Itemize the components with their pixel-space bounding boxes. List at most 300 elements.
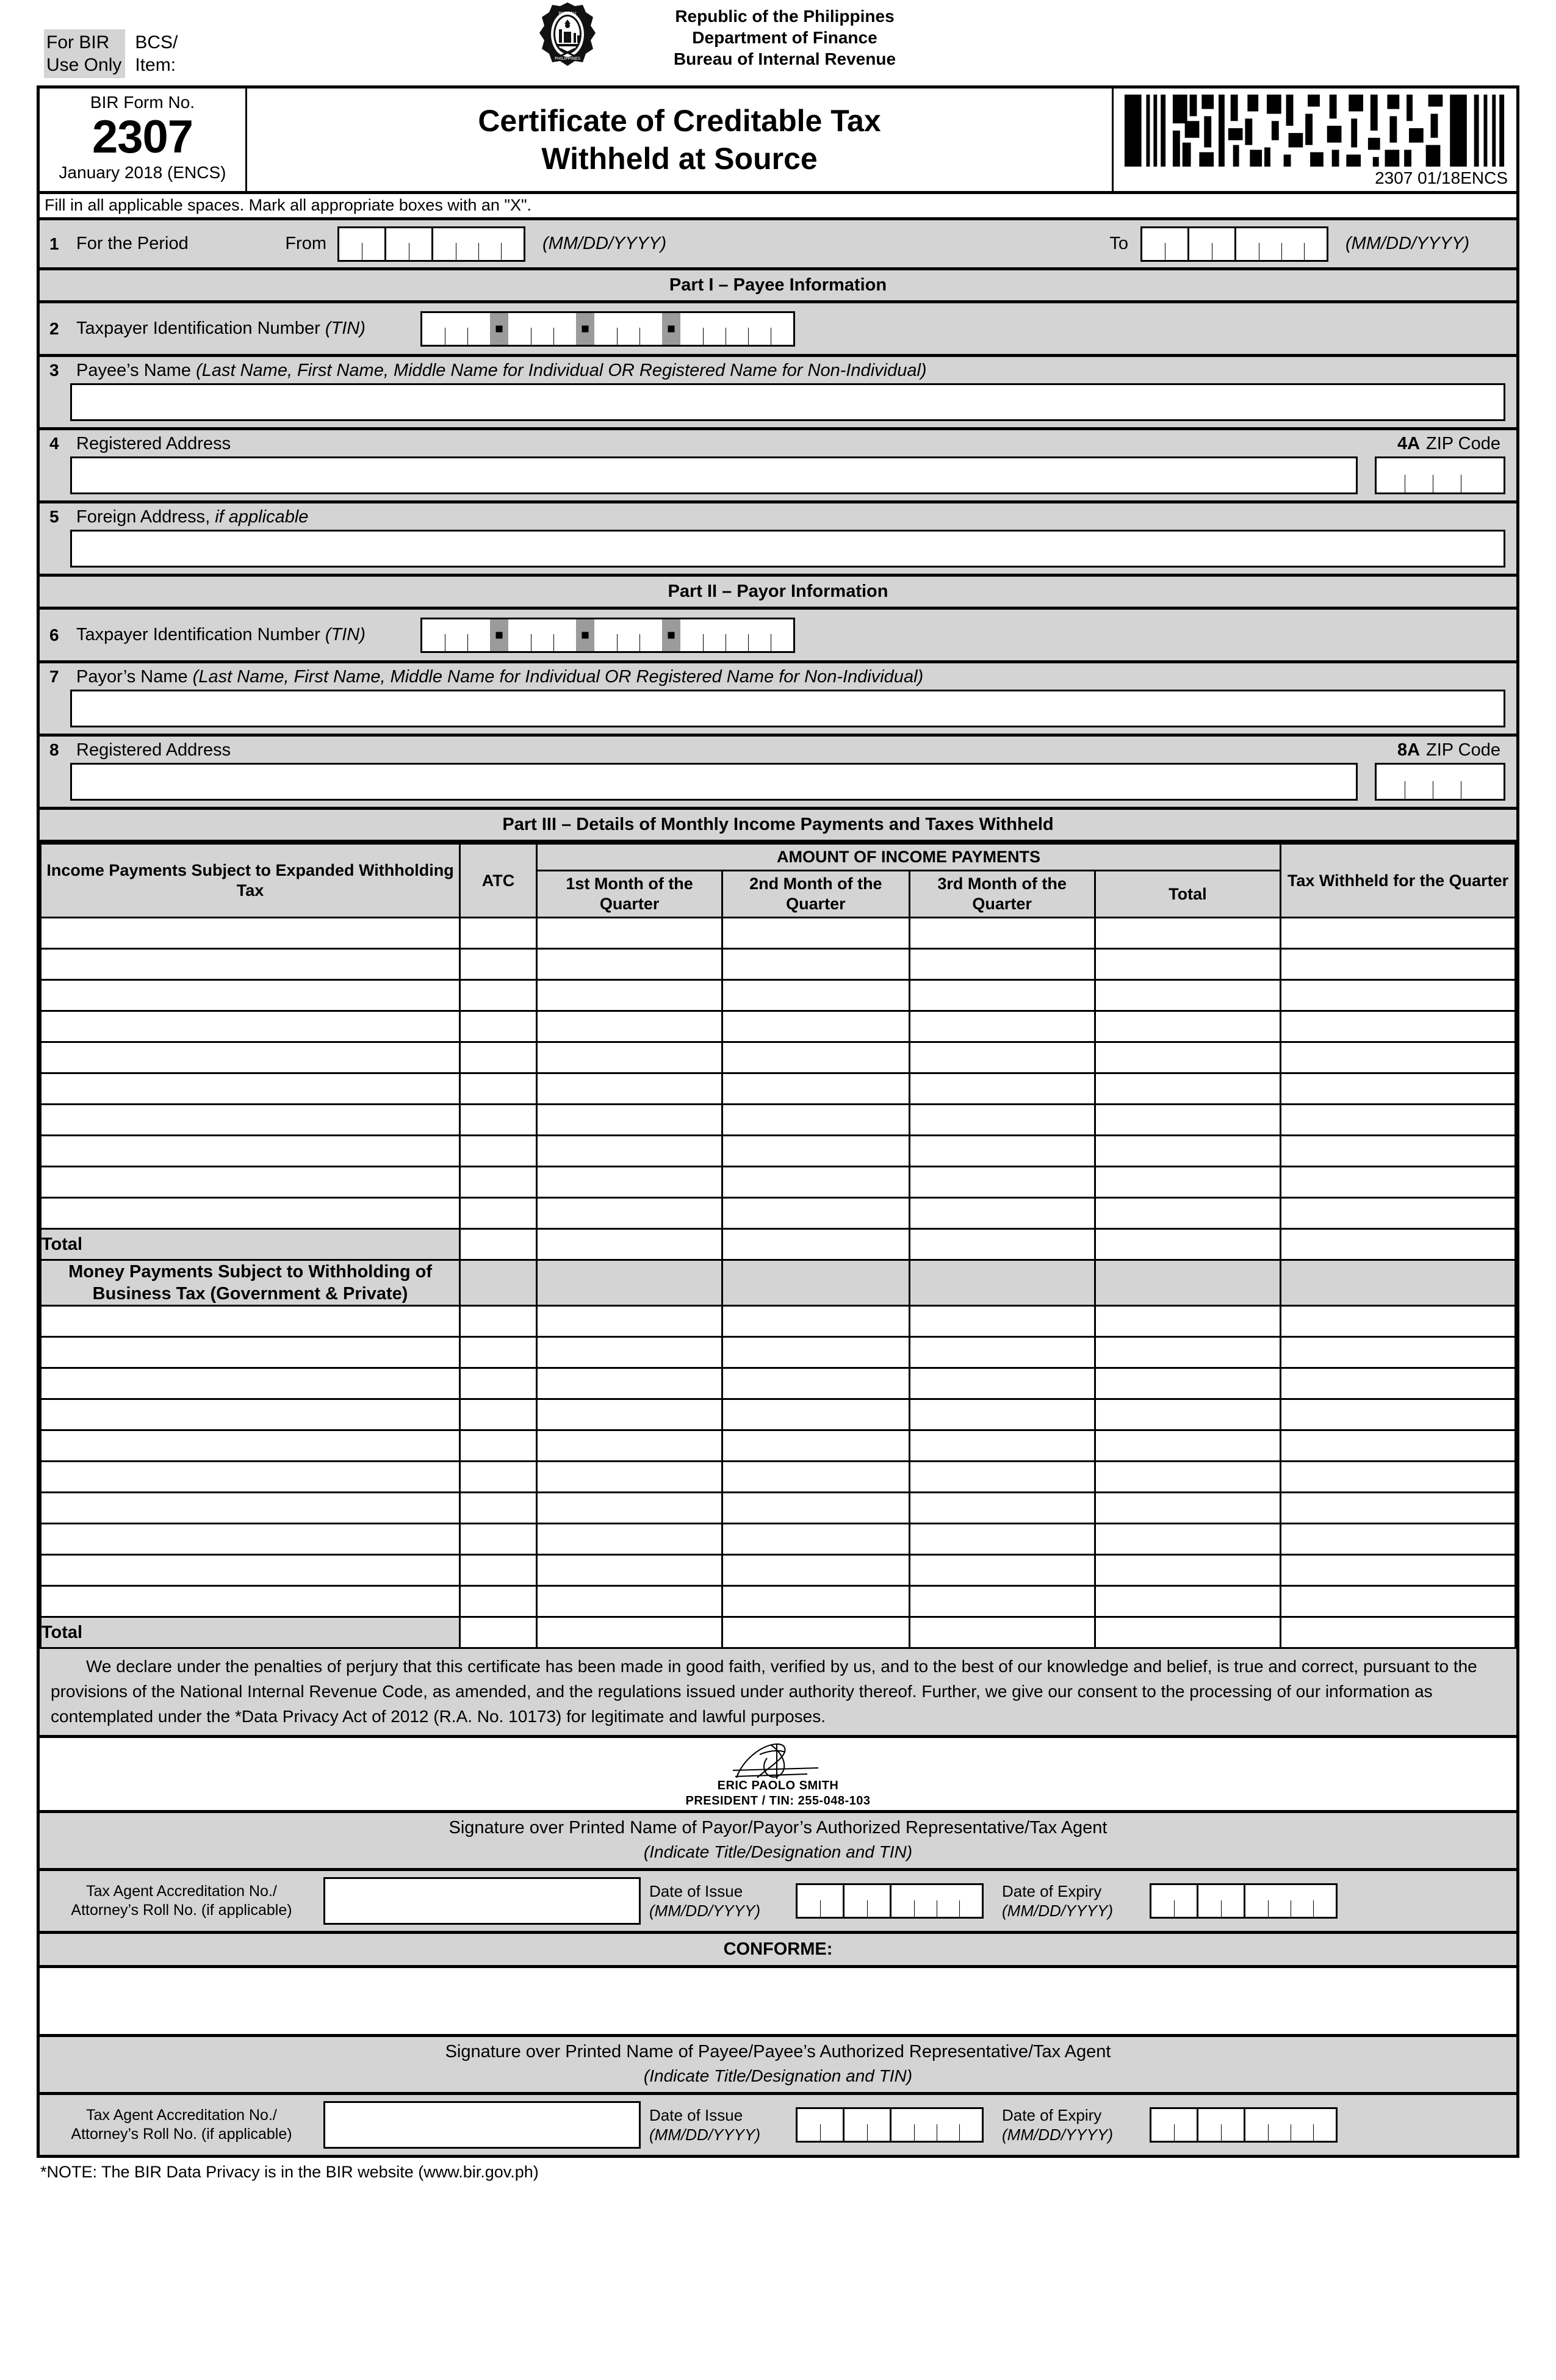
section1-row-2-m3[interactable] bbox=[909, 980, 1095, 1011]
part1-heading: Part I – Payee Information bbox=[40, 270, 1516, 303]
section1-row-9-m1[interactable] bbox=[536, 1198, 722, 1229]
section2-row-3-m1[interactable] bbox=[536, 1399, 722, 1430]
section2-row-0-tax[interactable] bbox=[1280, 1306, 1515, 1337]
section2-total-tax[interactable] bbox=[1280, 1617, 1515, 1648]
money-payments-shade-atc bbox=[460, 1260, 537, 1306]
payee-issue-year[interactable] bbox=[890, 2109, 982, 2141]
payor-agent-accreditation-input[interactable] bbox=[323, 1877, 641, 1925]
section1-row-8-income-payment[interactable] bbox=[41, 1167, 460, 1198]
section2-row-1-m1[interactable] bbox=[536, 1337, 722, 1368]
table-row bbox=[41, 1105, 1516, 1136]
section2-row-8-m1[interactable] bbox=[536, 1555, 722, 1586]
payee-name-hint: (Last Name, First Name, Middle Name for Individual OR Registered Name for Non-Individual) bbox=[196, 361, 927, 380]
payor-address-label-line bbox=[40, 737, 1391, 763]
section2-row-4-total[interactable] bbox=[1095, 1430, 1280, 1462]
payee-tin-group2[interactable] bbox=[508, 313, 576, 345]
section2-row-2-atc[interactable] bbox=[460, 1368, 537, 1399]
payee-foreign-address-input[interactable] bbox=[70, 530, 1505, 568]
section2-row-0-total[interactable] bbox=[1095, 1306, 1280, 1337]
table-row bbox=[41, 1337, 1516, 1368]
section2-row-4-m3[interactable] bbox=[909, 1430, 1095, 1462]
payor-agent-label bbox=[40, 1871, 323, 1931]
form-number-cell bbox=[40, 88, 247, 191]
payor-agent-expiry-label-text: Date of Expiry bbox=[1002, 1882, 1102, 1900]
section1-row-3-atc[interactable] bbox=[460, 1011, 537, 1042]
section1-row-3-total[interactable] bbox=[1095, 1011, 1280, 1042]
payee-signature-box[interactable] bbox=[40, 1968, 1516, 2037]
payee-agent-issue-date-wrap bbox=[793, 2095, 984, 2155]
tin-dash-2 bbox=[576, 313, 594, 345]
money-payments-header-label: Money Payments Subject to Withholding of Business Tax (Government & Private) bbox=[41, 1260, 460, 1306]
section2-row-8-total[interactable] bbox=[1095, 1555, 1280, 1586]
table-row bbox=[41, 1306, 1516, 1337]
section2-row-7-m2[interactable] bbox=[722, 1524, 909, 1555]
payor-name-hint: (Last Name, First Name, Middle Name for Individual OR Registered Name for Non-Individual) bbox=[192, 667, 924, 687]
section2-row-5-total[interactable] bbox=[1095, 1462, 1280, 1493]
payor-address-label: Registered Address bbox=[76, 740, 231, 760]
section1-row-3-m3[interactable] bbox=[909, 1011, 1095, 1042]
section2-row-3-tax[interactable] bbox=[1280, 1399, 1515, 1430]
section1-row-6-income-payment[interactable] bbox=[41, 1105, 460, 1136]
payor-zip-input[interactable] bbox=[1375, 763, 1505, 801]
section1-row-8-tax[interactable] bbox=[1280, 1167, 1515, 1198]
section2-row-4-m1[interactable] bbox=[536, 1430, 722, 1462]
section2-row-8-m3[interactable] bbox=[909, 1555, 1095, 1586]
payee-agent-label bbox=[40, 2095, 323, 2155]
section1-row-7-m1[interactable] bbox=[536, 1136, 722, 1167]
section1-row-8-m2[interactable] bbox=[722, 1167, 909, 1198]
payee-name-label: Payee’s Name bbox=[76, 361, 192, 380]
section1-row-9-m2[interactable] bbox=[722, 1198, 909, 1229]
payor-agent-issue-date-input[interactable] bbox=[796, 1883, 984, 1919]
payee-tin-group1[interactable] bbox=[422, 313, 490, 345]
money-payments-shade-m2 bbox=[722, 1260, 909, 1306]
payee-address-row bbox=[40, 430, 1516, 503]
payor-expiry-year[interactable] bbox=[1244, 1885, 1336, 1917]
payor-agent-issue-hint: (MM/DD/YYYY) bbox=[649, 1902, 760, 1920]
item-label: Item: bbox=[135, 55, 176, 75]
section1-row-5-tax[interactable] bbox=[1280, 1073, 1515, 1105]
conforme-heading: CONFORME: bbox=[40, 1934, 1516, 1968]
section2-row-9-income-payment[interactable] bbox=[41, 1586, 460, 1617]
payor-tin-label bbox=[76, 625, 366, 645]
payor-agent-expiry-hint: (MM/DD/YYYY) bbox=[1002, 1902, 1113, 1920]
section2-row-4-atc[interactable] bbox=[460, 1430, 537, 1462]
section1-total-label: Total bbox=[41, 1229, 460, 1260]
payee-tin-input[interactable] bbox=[420, 311, 795, 347]
section2-row-9-m1[interactable] bbox=[536, 1586, 722, 1617]
section1-row-7-m2[interactable] bbox=[722, 1136, 909, 1167]
payor-agent-expiry-date-input[interactable] bbox=[1150, 1883, 1338, 1919]
section1-row-3-m1[interactable] bbox=[536, 1011, 722, 1042]
section2-row-6-m3[interactable] bbox=[909, 1493, 1095, 1524]
from-day-group[interactable] bbox=[384, 228, 431, 260]
payee-signature-caption-main: Signature over Printed Name of Payee/Payee’s Authorized Representative/Tax Agent bbox=[445, 2042, 1111, 2061]
section1-row-2-total[interactable] bbox=[1095, 980, 1280, 1011]
section1-row-2-m1[interactable] bbox=[536, 980, 722, 1011]
part3-section2-body bbox=[41, 1306, 1516, 1617]
section1-total-m2[interactable] bbox=[722, 1229, 909, 1260]
section2-row-2-m2[interactable] bbox=[722, 1368, 909, 1399]
section1-row-5-total[interactable] bbox=[1095, 1073, 1280, 1105]
payor-tin-label-text: Taxpayer Identification Number bbox=[76, 625, 320, 644]
declaration-text: We declare under the penalties of perjury that this certificate has been made in good faith, verified by us, and to the best of our knowledge and belief, is true and correct, pursuant to the provisions of the National Internal Revenue Code, as amended, and the regulations issued under authority thereof. Further, we give our consent to the processing of our information as contemplated under the *Data Privacy Act of 2012 (R.A. No. 10173) for legitimate and lawful purposes. bbox=[40, 1649, 1516, 1738]
period-from-input[interactable] bbox=[337, 226, 525, 262]
payor-tax-agent-row bbox=[40, 1871, 1516, 1934]
section2-total-total[interactable] bbox=[1095, 1617, 1280, 1648]
section1-row-1-m2[interactable] bbox=[722, 949, 909, 980]
section2-row-6-m1[interactable] bbox=[536, 1493, 722, 1524]
payor-issue-month[interactable] bbox=[798, 1885, 843, 1917]
payor-expiry-month[interactable] bbox=[1151, 1885, 1197, 1917]
payee-expiry-day[interactable] bbox=[1197, 2109, 1244, 2141]
section1-row-1-income-payment[interactable] bbox=[41, 949, 460, 980]
section2-row-5-m1[interactable] bbox=[536, 1462, 722, 1493]
section2-row-2-m1[interactable] bbox=[536, 1368, 722, 1399]
section1-row-5-atc[interactable] bbox=[460, 1073, 537, 1105]
period-label: For the Period bbox=[76, 234, 189, 253]
table-row bbox=[41, 1462, 1516, 1493]
section1-row-0-m1[interactable] bbox=[536, 918, 722, 949]
table-row bbox=[41, 1136, 1516, 1167]
section2-row-1-income-payment[interactable] bbox=[41, 1337, 460, 1368]
section1-row-4-income-payment[interactable] bbox=[41, 1042, 460, 1073]
payee-agent-expiry-hint: (MM/DD/YYYY) bbox=[1002, 2126, 1113, 2144]
payee-zip-group[interactable] bbox=[1377, 458, 1489, 492]
section1-row-6-tax[interactable] bbox=[1280, 1105, 1515, 1136]
section1-row-6-m1[interactable] bbox=[536, 1105, 722, 1136]
section1-row-5-income-payment[interactable] bbox=[41, 1073, 460, 1105]
section1-row-4-total[interactable] bbox=[1095, 1042, 1280, 1073]
section1-row-2-tax[interactable] bbox=[1280, 980, 1515, 1011]
table-row bbox=[41, 918, 1516, 949]
section2-row-1-atc[interactable] bbox=[460, 1337, 537, 1368]
table-row bbox=[41, 1555, 1516, 1586]
agency-heading bbox=[537, 1, 956, 73]
section1-row-0-income-payment[interactable] bbox=[41, 918, 460, 949]
section1-row-4-m1[interactable] bbox=[536, 1042, 722, 1073]
part2-heading: Part II – Payor Information bbox=[40, 577, 1516, 610]
section1-row-2-income-payment[interactable] bbox=[41, 980, 460, 1011]
section2-row-9-m2[interactable] bbox=[722, 1586, 909, 1617]
to-day-group[interactable] bbox=[1187, 228, 1234, 260]
section2-row-7-total[interactable] bbox=[1095, 1524, 1280, 1555]
for-bir-use-only-block bbox=[44, 29, 178, 78]
section2-row-8-atc[interactable] bbox=[460, 1555, 537, 1586]
section2-row-1-m3[interactable] bbox=[909, 1337, 1095, 1368]
section2-row-6-tax[interactable] bbox=[1280, 1493, 1515, 1524]
payor-issue-year[interactable] bbox=[890, 1885, 982, 1917]
section1-total-atc[interactable] bbox=[460, 1229, 537, 1260]
payor-issue-day[interactable] bbox=[843, 1885, 890, 1917]
section1-row-9-atc[interactable] bbox=[460, 1198, 537, 1229]
tin-dash-1 bbox=[490, 313, 508, 345]
section1-row-1-total[interactable] bbox=[1095, 949, 1280, 980]
payor-name-number: 7 bbox=[49, 667, 59, 686]
payee-issue-day[interactable] bbox=[843, 2109, 890, 2141]
payor-zip-number: 8A bbox=[1397, 740, 1421, 760]
section2-row-3-m2[interactable] bbox=[722, 1399, 909, 1430]
section2-row-8-m2[interactable] bbox=[722, 1555, 909, 1586]
table-row bbox=[41, 949, 1516, 980]
payor-tin-group1[interactable] bbox=[422, 619, 490, 651]
section1-row-5-m3[interactable] bbox=[909, 1073, 1095, 1105]
section1-row-3-m2[interactable] bbox=[722, 1011, 909, 1042]
section1-row-5-m2[interactable] bbox=[722, 1073, 909, 1105]
section1-row-4-atc[interactable] bbox=[460, 1042, 537, 1073]
payor-signature-caption-main: Signature over Printed Name of Payor/Payor’s Authorized Representative/Tax Agent bbox=[448, 1818, 1108, 1837]
form-number-value: 2307 bbox=[92, 111, 193, 163]
payor-tin-group4[interactable] bbox=[680, 619, 793, 651]
section1-row-2-atc[interactable] bbox=[460, 980, 537, 1011]
section1-row-0-m3[interactable] bbox=[909, 918, 1095, 949]
payor-name-input[interactable] bbox=[70, 690, 1505, 727]
payor-name-row bbox=[40, 663, 1516, 737]
payor-address-input[interactable] bbox=[70, 763, 1358, 801]
section2-row-2-m3[interactable] bbox=[909, 1368, 1095, 1399]
from-year-group[interactable] bbox=[431, 228, 524, 260]
col-month1-header: 1st Month of the Quarter bbox=[536, 871, 722, 918]
section1-row-7-tax[interactable] bbox=[1280, 1136, 1515, 1167]
section2-row-5-m2[interactable] bbox=[722, 1462, 909, 1493]
payee-expiry-month[interactable] bbox=[1151, 2109, 1197, 2141]
table-row bbox=[41, 1430, 1516, 1462]
payee-tin-group3[interactable] bbox=[594, 313, 662, 345]
payor-tin-dash-2 bbox=[576, 619, 594, 651]
payee-zip-label: ZIP Code bbox=[1426, 434, 1500, 453]
instruction-line: Fill in all applicable spaces. Mark all appropriate boxes with an "X". bbox=[40, 194, 1516, 220]
section2-row-1-total[interactable] bbox=[1095, 1337, 1280, 1368]
section2-total-atc[interactable] bbox=[460, 1617, 537, 1648]
payor-agent-label-line1: Tax Agent Accreditation No./ bbox=[86, 1883, 277, 1900]
period-from-hint: (MM/DD/YYYY) bbox=[542, 234, 666, 253]
section2-row-5-atc[interactable] bbox=[460, 1462, 537, 1493]
payor-address-row bbox=[40, 737, 1516, 810]
section1-row-8-m1[interactable] bbox=[536, 1167, 722, 1198]
payor-agent-expiry-label bbox=[984, 1871, 1147, 1931]
section2-row-7-tax[interactable] bbox=[1280, 1524, 1515, 1555]
section1-row-6-total[interactable] bbox=[1095, 1105, 1280, 1136]
section2-row-7-m3[interactable] bbox=[909, 1524, 1095, 1555]
agency-name-lines bbox=[614, 5, 956, 70]
section2-row-8-income-payment[interactable] bbox=[41, 1555, 460, 1586]
payor-tin-group3[interactable] bbox=[594, 619, 662, 651]
table-row bbox=[41, 1167, 1516, 1198]
section1-row-1-atc[interactable] bbox=[460, 949, 537, 980]
payee-zip-label-line bbox=[1391, 430, 1516, 456]
form-number-label: BIR Form No. bbox=[90, 93, 195, 112]
section2-row-2-total[interactable] bbox=[1095, 1368, 1280, 1399]
to-year-group[interactable] bbox=[1234, 228, 1327, 260]
section1-row-0-atc[interactable] bbox=[460, 918, 537, 949]
part3-section2-total-body bbox=[41, 1617, 1516, 1648]
payor-tin-label-italic: (TIN) bbox=[325, 625, 366, 644]
payor-signature-box[interactable] bbox=[40, 1738, 1516, 1813]
payee-foreign-hint: if applicable bbox=[215, 507, 309, 527]
section1-total-row bbox=[41, 1229, 1516, 1260]
section1-row-7-m3[interactable] bbox=[909, 1136, 1095, 1167]
section1-row-6-atc[interactable] bbox=[460, 1105, 537, 1136]
money-payments-shade-m3 bbox=[909, 1260, 1095, 1306]
payee-tin-group4[interactable] bbox=[680, 313, 793, 345]
payee-tin-number: 2 bbox=[49, 319, 59, 338]
payee-name-number: 3 bbox=[49, 361, 59, 380]
payee-foreign-address-row bbox=[40, 503, 1516, 577]
section1-row-4-m3[interactable] bbox=[909, 1042, 1095, 1073]
section1-row-9-total[interactable] bbox=[1095, 1198, 1280, 1229]
section2-row-3-atc[interactable] bbox=[460, 1399, 537, 1430]
section2-row-2-income-payment[interactable] bbox=[41, 1368, 460, 1399]
section2-row-1-m2[interactable] bbox=[722, 1337, 909, 1368]
section2-row-5-income-payment[interactable] bbox=[41, 1462, 460, 1493]
from-month-group[interactable] bbox=[339, 228, 384, 260]
payee-agent-issue-hint: (MM/DD/YYYY) bbox=[649, 2126, 760, 2144]
payee-issue-month[interactable] bbox=[798, 2109, 843, 2141]
payor-zip-group[interactable] bbox=[1377, 765, 1489, 799]
payee-tin-label-text: Taxpayer Identification Number bbox=[76, 319, 320, 338]
section2-row-9-m3[interactable] bbox=[909, 1586, 1095, 1617]
section1-total-m1[interactable] bbox=[536, 1229, 722, 1260]
section2-row-0-atc[interactable] bbox=[460, 1306, 537, 1337]
barcode-cell bbox=[1114, 88, 1516, 191]
footnote: *NOTE: The BIR Data Privacy is in the BIR website (www.bir.gov.ph) bbox=[40, 2163, 539, 2181]
period-row bbox=[40, 220, 1516, 270]
section2-row-0-m2[interactable] bbox=[722, 1306, 909, 1337]
payor-expiry-day[interactable] bbox=[1197, 1885, 1244, 1917]
section1-row-2-m2[interactable] bbox=[722, 980, 909, 1011]
period-to-label: To bbox=[1109, 234, 1128, 253]
period-to-input[interactable] bbox=[1140, 226, 1328, 262]
section1-row-7-atc[interactable] bbox=[460, 1136, 537, 1167]
payee-agent-expiry-date-input[interactable] bbox=[1150, 2107, 1338, 2143]
section1-row-1-m3[interactable] bbox=[909, 949, 1095, 980]
section2-row-0-income-payment[interactable] bbox=[41, 1306, 460, 1337]
section1-row-1-tax[interactable] bbox=[1280, 949, 1515, 980]
section1-row-0-m2[interactable] bbox=[722, 918, 909, 949]
payor-tin-input[interactable] bbox=[420, 618, 795, 653]
section1-row-0-tax[interactable] bbox=[1280, 918, 1515, 949]
form-title-cell bbox=[247, 88, 1114, 191]
section2-total-m1[interactable] bbox=[536, 1617, 722, 1648]
section2-total-m2[interactable] bbox=[722, 1617, 909, 1648]
payee-agent-issue-date-input[interactable] bbox=[796, 2107, 984, 2143]
payee-agent-expiry-label bbox=[984, 2095, 1147, 2155]
section2-row-7-m1[interactable] bbox=[536, 1524, 722, 1555]
section2-row-3-m3[interactable] bbox=[909, 1399, 1095, 1430]
payor-zip-label-line bbox=[1391, 737, 1516, 763]
section2-row-9-tax[interactable] bbox=[1280, 1586, 1515, 1617]
payee-agent-label-line2: Attorney’s Roll No. (if applicable) bbox=[71, 2126, 292, 2143]
section1-row-9-m3[interactable] bbox=[909, 1198, 1095, 1229]
table-row bbox=[41, 1011, 1516, 1042]
section2-row-8-tax[interactable] bbox=[1280, 1555, 1515, 1586]
payor-agent-issue-label-text: Date of Issue bbox=[649, 1882, 743, 1900]
payor-title-tin: PRESIDENT / TIN: 255-048-103 bbox=[685, 1794, 871, 1808]
form-top-strip bbox=[37, 0, 1519, 85]
section1-total-m3[interactable] bbox=[909, 1229, 1095, 1260]
payor-printed-name: ERIC PAOLO SMITH bbox=[717, 1779, 839, 1792]
section1-row-6-m3[interactable] bbox=[909, 1105, 1095, 1136]
to-month-group[interactable] bbox=[1142, 228, 1187, 260]
section1-row-4-m2[interactable] bbox=[722, 1042, 909, 1073]
payee-name-input[interactable] bbox=[70, 383, 1505, 421]
money-payments-shade-m1 bbox=[536, 1260, 722, 1306]
section1-row-3-tax[interactable] bbox=[1280, 1011, 1515, 1042]
bir-seal-icon bbox=[537, 1, 598, 73]
payee-signature-caption bbox=[40, 2037, 1516, 2095]
section1-total-total[interactable] bbox=[1095, 1229, 1280, 1260]
section2-row-3-income-payment[interactable] bbox=[41, 1399, 460, 1430]
payee-address-label-line bbox=[40, 430, 1391, 456]
bcs-item-block bbox=[135, 29, 178, 76]
section1-row-9-income-payment[interactable] bbox=[41, 1198, 460, 1229]
part3-section1-total-body bbox=[41, 1229, 1516, 1306]
section2-row-9-total[interactable] bbox=[1095, 1586, 1280, 1617]
table-row bbox=[41, 1042, 1516, 1073]
section2-row-6-m2[interactable] bbox=[722, 1493, 909, 1524]
payee-zip-number: 4A bbox=[1397, 434, 1421, 453]
section2-row-0-m1[interactable] bbox=[536, 1306, 722, 1337]
payee-address-number: 4 bbox=[49, 434, 59, 453]
section1-row-5-m1[interactable] bbox=[536, 1073, 722, 1105]
payee-address-input[interactable] bbox=[70, 456, 1358, 494]
section2-row-9-atc[interactable] bbox=[460, 1586, 537, 1617]
section2-row-4-m2[interactable] bbox=[722, 1430, 909, 1462]
payee-zip-input[interactable] bbox=[1375, 456, 1505, 494]
section2-row-2-tax[interactable] bbox=[1280, 1368, 1515, 1399]
section2-row-5-m3[interactable] bbox=[909, 1462, 1095, 1493]
section1-row-7-income-payment[interactable] bbox=[41, 1136, 460, 1167]
section1-row-9-tax[interactable] bbox=[1280, 1198, 1515, 1229]
part3-heading: Part III – Details of Monthly Income Payments and Taxes Withheld bbox=[40, 810, 1516, 843]
part3-section1-body bbox=[41, 918, 1516, 1229]
payee-expiry-year[interactable] bbox=[1244, 2109, 1336, 2141]
payor-tin-group2[interactable] bbox=[508, 619, 576, 651]
section2-row-6-total[interactable] bbox=[1095, 1493, 1280, 1524]
part3-table bbox=[40, 843, 1516, 1649]
section2-row-6-atc[interactable] bbox=[460, 1493, 537, 1524]
payor-agent-expiry-date-wrap bbox=[1147, 1871, 1344, 1931]
payor-name-label-line bbox=[40, 663, 1516, 690]
section1-row-1-m1[interactable] bbox=[536, 949, 722, 980]
department-line: Department of Finance bbox=[692, 27, 877, 47]
section2-row-7-atc[interactable] bbox=[460, 1524, 537, 1555]
section1-row-8-atc[interactable] bbox=[460, 1167, 537, 1198]
section2-total-m3[interactable] bbox=[909, 1617, 1095, 1648]
section1-row-6-m2[interactable] bbox=[722, 1105, 909, 1136]
section1-total-tax[interactable] bbox=[1280, 1229, 1515, 1260]
section2-row-3-total[interactable] bbox=[1095, 1399, 1280, 1430]
section1-row-4-tax[interactable] bbox=[1280, 1042, 1515, 1073]
section1-row-0-total[interactable] bbox=[1095, 918, 1280, 949]
section2-row-7-income-payment[interactable] bbox=[41, 1524, 460, 1555]
section2-row-4-tax[interactable] bbox=[1280, 1430, 1515, 1462]
section1-row-8-total[interactable] bbox=[1095, 1167, 1280, 1198]
section2-row-0-m3[interactable] bbox=[909, 1306, 1095, 1337]
section1-row-3-income-payment[interactable] bbox=[41, 1011, 460, 1042]
section2-row-4-income-payment[interactable] bbox=[41, 1430, 460, 1462]
section2-total-label: Total bbox=[41, 1617, 460, 1648]
money-payments-shade-total bbox=[1095, 1260, 1280, 1306]
section1-row-7-total[interactable] bbox=[1095, 1136, 1280, 1167]
section1-row-8-m3[interactable] bbox=[909, 1167, 1095, 1198]
payee-agent-accreditation-input[interactable] bbox=[323, 2101, 641, 2149]
section2-row-5-tax[interactable] bbox=[1280, 1462, 1515, 1493]
payee-agent-label-line1: Tax Agent Accreditation No./ bbox=[86, 2107, 277, 2124]
section2-row-1-tax[interactable] bbox=[1280, 1337, 1515, 1368]
form-title-line2: Withheld at Source bbox=[541, 142, 818, 176]
section2-row-6-income-payment[interactable] bbox=[41, 1493, 460, 1524]
